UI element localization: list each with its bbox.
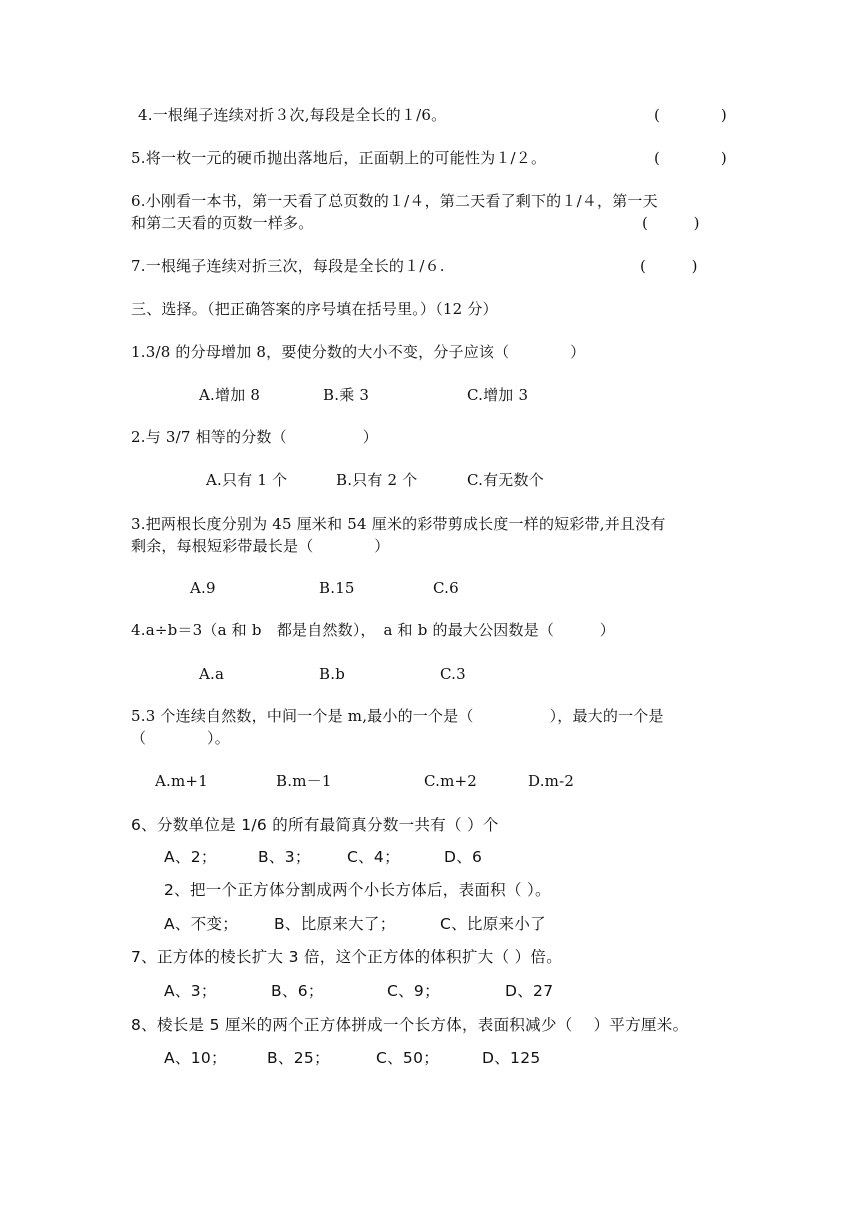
mc-question-5-line2: （ ）。: [131, 729, 230, 747]
mc-cube-option-b[interactable]: B、比原来大了；: [274, 915, 396, 933]
mc-question-8: 8、棱长是 5 厘米的两个正方体拼成一个长方体，表面积减少（ ）平方厘米。: [131, 1016, 689, 1034]
section-heading: 三、选择。（把正确答案的序号填在括号里。）（12 分）: [131, 300, 498, 318]
mc4-option-c[interactable]: C.3: [440, 665, 466, 683]
mc7-option-b[interactable]: B、6；: [271, 982, 324, 1000]
tf-question-6-line2: 和第二天看的页数一样多。: [131, 214, 314, 232]
mc8-option-a[interactable]: A、10；: [164, 1049, 227, 1067]
mc5-option-d[interactable]: D.m-2: [528, 772, 575, 790]
mc-question-1: 1.3/8 的分母增加 8，要使分数的大小不变，分子应该（ ）: [131, 343, 586, 361]
mc5-option-a[interactable]: A.m+1: [155, 772, 208, 790]
mc-question-5-line1: 5.3 个连续自然数，中间一个是 m,最小的一个是（ ），最大的一个是: [131, 707, 664, 725]
mc3-option-c[interactable]: C.6: [433, 579, 459, 597]
mc-question-2: 2.与 3/7 相等的分数（ ）: [131, 428, 378, 446]
mc8-option-b[interactable]: B、25；: [267, 1049, 330, 1067]
tf-answer-paren-6[interactable]: ( ): [642, 214, 700, 232]
mc8-option-d[interactable]: D、125: [482, 1049, 541, 1067]
mc-question-4: 4.a÷b＝3（a 和 b 都是自然数）， a 和 b 的最大公因数是（ ）: [131, 621, 615, 639]
mc7-option-d[interactable]: D、27: [505, 982, 554, 1000]
tf-answer-paren-5[interactable]: ( ): [654, 149, 727, 167]
mc3-option-a[interactable]: A.9: [190, 579, 216, 597]
mc5-option-b[interactable]: B.m－1: [276, 772, 332, 790]
mc-cube-option-c[interactable]: C、比原来小了: [440, 915, 546, 933]
mc2-option-c[interactable]: C.有无数个: [467, 471, 544, 489]
mc6-option-b[interactable]: B、3；: [258, 848, 311, 866]
tf-answer-paren-7[interactable]: ( ): [640, 257, 698, 275]
mc-question-2-cube: 2、把一个正方体分割成两个小长方体后，表面积（ ）。: [164, 881, 551, 899]
mc4-option-a[interactable]: A.a: [199, 665, 225, 683]
mc6-option-a[interactable]: A、2；: [164, 848, 217, 866]
tf-question-4: 4.一根绳子连续对折３次,每段是全长的１/6。: [138, 106, 447, 124]
mc4-option-b[interactable]: B.b: [319, 665, 345, 683]
mc1-option-b[interactable]: B.乘 3: [323, 386, 370, 404]
mc1-option-c[interactable]: C.增加 3: [467, 386, 529, 404]
mc-cube-option-a[interactable]: A、不变；: [164, 915, 239, 933]
tf-question-5: 5.将一枚一元的硬币抛出落地后，正面朝上的可能性为１/２。: [131, 149, 547, 167]
mc3-option-b[interactable]: B.15: [319, 579, 355, 597]
mc-question-6: 6、分数单位是 1/6 的所有最简真分数一共有（ ）个: [131, 816, 499, 834]
mc1-option-a[interactable]: A.增加 8: [199, 386, 261, 404]
mc2-option-a[interactable]: A.只有 1 个: [206, 471, 288, 489]
mc8-option-c[interactable]: C、50；: [376, 1049, 440, 1067]
mc6-option-c[interactable]: C、4；: [347, 848, 400, 866]
tf-question-7: 7.一根绳子连续对折三次，每段是全长的１/６.: [131, 257, 445, 275]
tf-answer-paren-4[interactable]: ( ): [654, 106, 727, 124]
mc7-option-a[interactable]: A、3；: [164, 982, 217, 1000]
mc-question-3-line2: 剩余，每根短彩带最长是（ ）: [131, 537, 390, 555]
tf-question-6-line1: 6.小刚看一本书，第一天看了总页数的１/４，第二天看了剩下的１/４，第一天: [131, 192, 658, 210]
mc2-option-b[interactable]: B.只有 2 个: [336, 471, 418, 489]
mc5-option-c[interactable]: C.m+2: [424, 772, 478, 790]
mc6-option-d[interactable]: D、6: [444, 848, 483, 866]
mc-question-7: 7、正方体的棱长扩大 3 倍，这个正方体的体积扩大（ ）倍。: [131, 948, 563, 966]
mc-question-3-line1: 3.把两根长度分别为 45 厘米和 54 厘米的彩带剪成长度一样的短彩带,并且没有: [131, 515, 666, 533]
mc7-option-c[interactable]: C、9；: [387, 982, 440, 1000]
